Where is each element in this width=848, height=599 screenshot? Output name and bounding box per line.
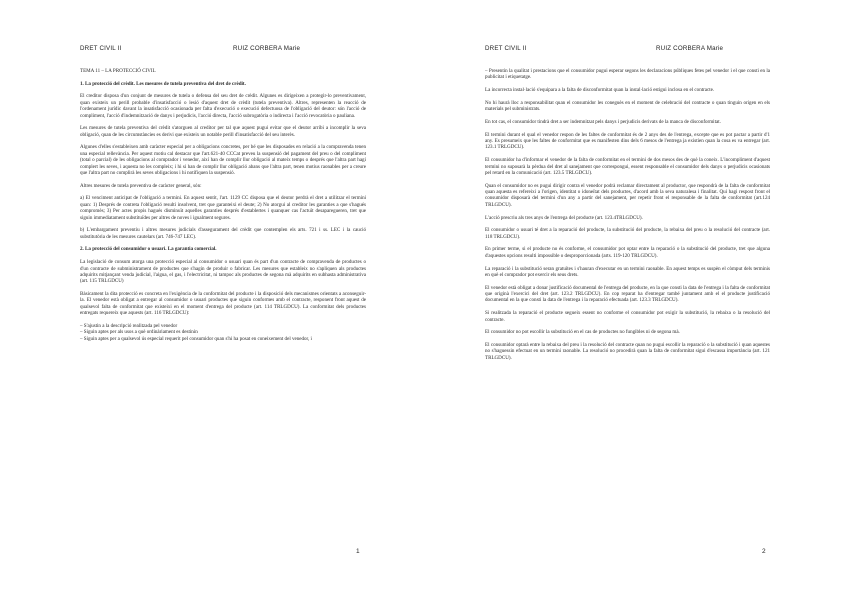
paragraph: Quan el consumidor no es pugui dirigir contra el venedor podrà reclamar directament al productor, que respondrà de la falta de conformitat quan aquesta es refereixi a l'origen, identitat o idoneïtat dels productes, d'acord amb la seva naturalesa i finalitat. Qui hagi respost front el consumidor disposarà del termini d'un any a partir del sanejament, per repetir front el responsable de la falta de conformitat (art.124 TRLGDCU). bbox=[485, 182, 770, 208]
page-number: 2 bbox=[762, 548, 766, 555]
page-number: 1 bbox=[356, 548, 360, 555]
paragraph: El consumidor o usuari té dret a la reparació del producte, la substitució del producte, la rebaixa del preu o la resolució del contracte (art. 118 TRLGDCU). bbox=[485, 227, 770, 240]
paragraph: Si realitzada la reparació el producte segueix essent no conforme el consumidor pot exigir la substitució, la rebaixa o la resolució del contracte. bbox=[485, 310, 770, 323]
page-header-right: RUIZ CORBERA Marie bbox=[233, 45, 301, 52]
paragraph: El creditor disposa d'un conjunt de mesures de tutela o defensa del seu dret de crèdit. Algunes es dirigeixen a protegir-lo preventivament, quan existeix un perill probable d'insatisfacció o lesió d'aquest dret de crèdit (tutela preventiva). Altres, representen la reacció de l'ordenament jurídic davant la insatisfacció ocasionada per falta d'execució o execució defectuosa de l'obligació del deutor: són l'acció de compliment, l'acció d'indemnització de danys i perjudicis, l'acció directa, l'acció subrogatòria o indirecta i l'acció revocatòria o pauliana. bbox=[80, 93, 366, 119]
page-body bbox=[80, 68, 366, 342]
section-heading: 2. La protecció del consumidor o usuari. La garantia comercial. bbox=[80, 246, 217, 253]
paragraph: En tot cas, el consumidor tindrà dret a ser indemnitzat pels danys i perjudicis derivats de la manca de disconformitat. bbox=[485, 118, 721, 125]
page-header-left: DRET CIVIL II bbox=[80, 45, 122, 52]
paragraph: Bàsicament la dita protecció es concreta en l'exigència de la conformitat del producte i la disposició dels mecanismes orientats a aconseguir-la. El venedor està obligat a entregar al consumidor o usuari productes que siguin conformes amb el contracte, responent front aquest de qualsevol falta de conformitat que existeixi en el moment d'entrega del producte (art. 114 TRLGDCU). La conformitat dels productes entregats requereix que aquests (art. 116 TRLGDCU): bbox=[80, 291, 366, 317]
list-item: – Siguin aptes per als usos a què ordinàriament es destinin bbox=[80, 329, 198, 336]
paragraph: – Presentin la qualitat i prestacions que el consumidor pugui esperar segons les declaracions públiques fetes pel venedor i el que consti en la publicitat i etiquetatge. bbox=[485, 68, 770, 81]
paragraph: La incorrecta instal·lació s'equipara a la falta de disconformitat quan la instal·lació estigui inclosa en el contracte. bbox=[485, 87, 715, 94]
list-item: – S'ajustin a la descripció realitzada pel venedor bbox=[80, 322, 178, 329]
paragraph: El consumidor optarà entre la rebaixa del preu i la resolució del contracte quan no pugui escollir la reparació o la substitució i quan aquestes no s'haguessin efectuat en un termini raonable. La resolució no procedirà quan la falta de conformitat sigui d'escassa importància (art. 121 TRLGDCU). bbox=[485, 341, 770, 361]
paragraph: La reparació i la substitució seran gratuïtes i s'hauran d'executar en un termini raonable. En aquest temps es suspèn el còmput dels terminis en què el comprador pot exercir els seus drets. bbox=[485, 265, 770, 278]
page-header-right: RUIZ CORBERA Marie bbox=[656, 45, 724, 52]
paragraph: Altres mesures de tutela preventiva de caràcter general, són: bbox=[80, 182, 202, 189]
paragraph: El consumidor no pot escollir la substitució en el cas de productes no fungibles ni de segona mà. bbox=[485, 329, 680, 336]
page-body bbox=[485, 68, 770, 367]
paragraph: En primer terme, si el producte no és conforme, el consumidor pot optar entre la reparació o la substitució del producte, tret que alguna d'aquestes opcions resulti impossible o desproporcionada (arts. 119-120 TRLGDCU). bbox=[485, 246, 770, 259]
paragraph: Algunes d'elles s'estableixen amb caràcter especial per a obligacions concretes, per bé que les disposades en relació a la compravenda tenen una especial rellevància. Per aquest motiu cal destacar que l'art.621-40 CCCat preveu la suspensió del pagament del preu o del compliment (total o parcial) de les obligacions al comprador i venedor, així han de complir llur obligació al mateix temps o després que l'altra part hagi complert les seves, i aquesta no les compleix; i hi si han de complir llur obligació abans que l'altra part, tenen motius raonables per a creure que l'altra part no complirà les seves obligacions i hi notifiquen la suspensió. bbox=[80, 144, 366, 176]
paragraph: No hi haurà lloc a responsabilitat quan el consumidor les coneguès en el moment de celebració del contracte o quan tinguin origen en els materials pel subministrats. bbox=[485, 99, 770, 113]
paragraph: L'acció prescriu als tres anys de l'entrega del producte (art. 123.4TRLGDCU). bbox=[485, 214, 643, 221]
document-title: TEMA 11 – LA PROTECCIÓ CIVIL bbox=[80, 68, 156, 74]
paragraph: a) El venciment anticipat de l'obligació a termini. En aquest sentit, l'art. 1129 CC disposa que el deutor perdrà el dret a utilitzar el termini quan: 1) Després de contreta l'obligació resulti insolvent, tret que garanteixi el deute; 2) No atorgui al creditor les garanties a que s'hagués compromès; 3) Per actes propis hagués disminuït aquelles garanties després d'establertes i quanquer cas l'actuït desaparegueren, tret que siguin immediatament substituïdes per altres de noves i igualment segures. bbox=[80, 195, 366, 221]
paragraph: El consumidor ha d'informar el venedor de la falta de conformitat en el termini de dos mesos des de què la coneix. L'incompliment d'aquest termini no suposarà la pèrdua del dret al sanejament que correspongui, essent responsable el consumidor dels danys o perjudicis ocasionats pel retard en la comunicació (art. 123.5 TRLGDCU). bbox=[485, 157, 770, 176]
paragraph: Les mesures de tutela preventiva del crèdit s'atorguen al creditor per tal que aquest pugui evitar que el deutor arribi a incomplir la seva obligació, quan de les circumstàncies es derivi que existeix un notable perill d'insatisfacció del seu interès. bbox=[80, 125, 366, 138]
paragraph: La legislació de consum atorga una protecció especial al consumidor o usuari quan és part d'un contracte de compravenda de productes o d'un contracte de subministrament de productes que s'hagin de produir o fabricar. Les mesures que estableix no s'apliquen als productes adquirits mitjançant venda judicial, l'aigua, el gas, i l'electricitat, ni tampoc als productes de segona mà adquirits en subhasta administrativa (art. 115 TRLGDCU) bbox=[80, 259, 366, 285]
paragraph: El venedor està obligat a donar justificació documental de l'entrega del producte, en la que consti la data de l'entrega i la falta de conformitat que originà l'exercici del dret (art. 123.2 TRLGDCU). En cop reparat ha d'entregar també juntament amb el el producte justificació documental en la que consti la data de l'entrega i la reparació efectuada (art. 123.3 TRLGDCU). bbox=[485, 284, 770, 304]
page-header-left: DRET CIVIL II bbox=[485, 45, 527, 52]
section-heading: 1. La protecció del crèdit. Les mesures de tutela preventiva del dret de crèdit. bbox=[80, 80, 246, 87]
list-item: – Siguin aptes per a qualsevol ús especial requerit pel consumidor quan s'hi ha posat en coneixement del venedor, i bbox=[80, 335, 312, 342]
document-page-2 bbox=[424, 0, 848, 599]
paragraph: b) L'embargament preventiu i altres mesures judicials d'assegurament del crèdit que contemplen els arts. 721 i ss. LEC i la caució substitutòria de les mesures cautelars (art. 746-747 LEC). bbox=[80, 227, 366, 240]
paragraph: El termini durant el qual el venedor respon de les faltes de conformitat és de 2 anys des de l'entrega, excepte que es pot pactar a partir d'1 any. Es presumeix que les faltes de conformitat que es manifesten dins dels 6 mesos de l'entrega ja existien quan la cosa es va entregar (art. 123.1 TRLGDCU). bbox=[485, 131, 770, 151]
